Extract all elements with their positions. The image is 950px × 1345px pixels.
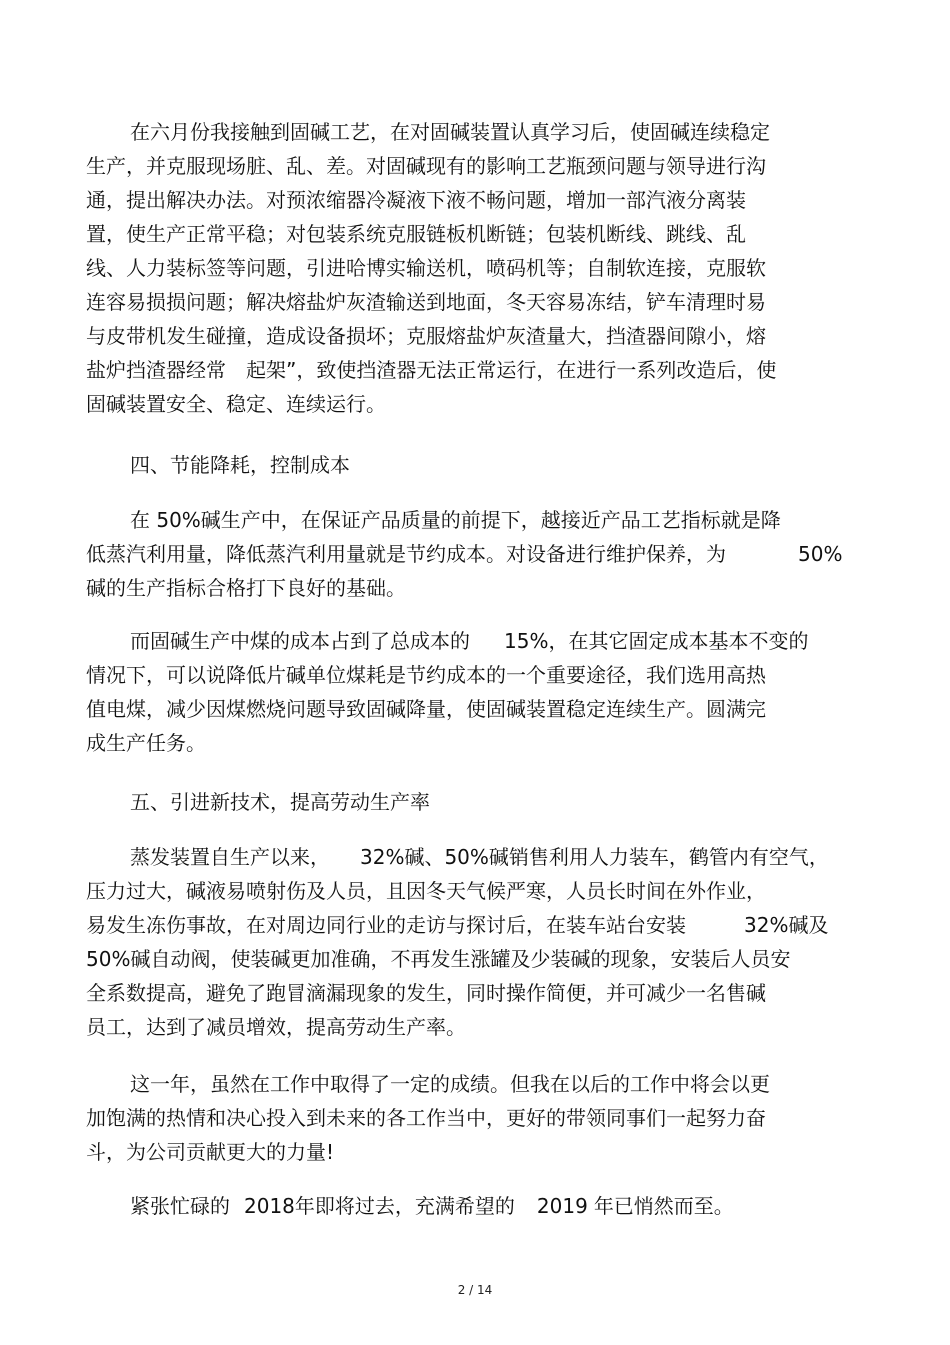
text-segment: 32%碱、50%碱销售利用人力装车，鹤管内有空气，: [360, 845, 829, 869]
paragraph-new-year: [86, 1189, 856, 1223]
text-line: [86, 537, 856, 571]
section-heading-energy-saving: [86, 448, 856, 482]
text-line: 线、人力装标签等问题，引进哈博实输送机，喷码机等；自制软连接，克服软: [86, 256, 766, 280]
text-segment: 32%碱及: [744, 913, 829, 937]
text-line: 生产，并克服现场脏、乱、差。对固碱现有的影响工艺瓶颈问题与领导进行沟: [86, 154, 766, 178]
text-line: 斗，为公司贡献更大的力量!: [86, 1140, 335, 1164]
paragraph-50-percent-caustic: [86, 503, 856, 605]
text-line: 与皮带机发生碰撞，造成设备损坏；克服熔盐炉灰渣量大，挡渣器间隙小，熔: [86, 324, 766, 348]
text-line: 固碱装置安全、稳定、连续运行。: [86, 392, 386, 416]
text-segment: 蒸发装置自生产以来，: [130, 845, 330, 869]
text-line: 在六月份我接触到固碱工艺，在对固碱装置认真学习后，使固碱连续稳定: [130, 120, 770, 144]
text-line: 50%碱自动阀，使装碱更加准确，不再发生涨罐及少装碱的现象，安装后人员安: [86, 947, 791, 971]
text-line: [86, 624, 856, 658]
text-line: 情况下，可以说降低片碱单位煤耗是节约成本的一个重要途径，我们选用高热: [86, 663, 766, 687]
text-segment: 2018: [244, 1194, 295, 1218]
text-line: 碱的生产指标合格打下良好的基础。: [86, 576, 406, 600]
section-heading-new-technology: [86, 785, 856, 819]
text-line: 值电煤，减少因煤燃烧问题导致固碱降量，使固碱装置稳定连续生产。圆满完: [86, 697, 766, 721]
text-segment: ，在其它固定成本基本不变的: [548, 629, 809, 653]
paragraph-year-summary: [86, 1067, 856, 1169]
text-segment: 易发生冻伤事故，在对周边同行业的走访与探讨后，在装车站台安装: [86, 913, 686, 937]
text-line: 成生产任务。: [86, 731, 206, 755]
text-line: 员工，达到了减员增效，提高劳动生产率。: [86, 1015, 466, 1039]
text-line: 连容易损损问题；解决熔盐炉灰渣输送到地面，冬天容易冻结，铲车清理时易: [86, 290, 766, 314]
text-line: 盐炉挡渣器经常 起架”，致使挡渣器无法正常运行，在进行一系列改造后，使: [86, 358, 777, 382]
text-segment: 低蒸汽利用量，降低蒸汽利用量就是节约成本。对设备进行维护保养，为: [86, 542, 726, 566]
text-line: 加饱满的热情和决心投入到未来的各工作当中，更好的带领同事们一起努力奋: [86, 1106, 766, 1130]
text-segment: 年即将过去，充满希望的: [294, 1194, 515, 1218]
heading-text: 四、节能降耗，控制成本: [130, 453, 350, 477]
text-line: [86, 840, 856, 874]
paragraph-solid-caustic: [86, 115, 856, 421]
heading-text: 五、引进新技术，提高劳动生产率: [130, 790, 430, 814]
text-segment: 年已悄然而至。: [593, 1194, 734, 1218]
text-segment: 15%: [504, 629, 549, 653]
text-line: [86, 908, 856, 942]
text-line: 全系数提高，避免了跑冒滴漏现象的发生，同时操作简便，并可减少一名售碱: [86, 981, 766, 1005]
text-segment: 50%: [798, 542, 843, 566]
text-line: 置，使生产正常平稳；对包装系统克服链板机断链；包装机断线、跳线、乱: [86, 222, 746, 246]
paragraph-coal-cost: [86, 624, 856, 760]
text-line: 通，提出解决办法。对预浓缩器冷凝液下液不畅问题，增加一部汽液分离装: [86, 188, 746, 212]
text-line: 压力过大，碱液易喷射伤及人员，且因冬天气候严寒，人员长时间在外作业，: [86, 879, 766, 903]
text-line: 在 50%碱生产中，在保证产品质量的前提下，越接近产品工艺指标就是降: [130, 508, 781, 532]
text-segment: 2019: [536, 1194, 588, 1218]
text-line: 这一年，虽然在工作中取得了一定的成绩。但我在以后的工作中将会以更: [130, 1072, 770, 1096]
text-segment: 而固碱生产中煤的成本占到了总成本的: [130, 629, 470, 653]
paragraph-evaporation-unit: [86, 840, 856, 1044]
page-number: 2 / 14: [457, 1283, 493, 1297]
text-line: [86, 1189, 856, 1223]
text-segment: 紧张忙碌的: [130, 1194, 230, 1218]
